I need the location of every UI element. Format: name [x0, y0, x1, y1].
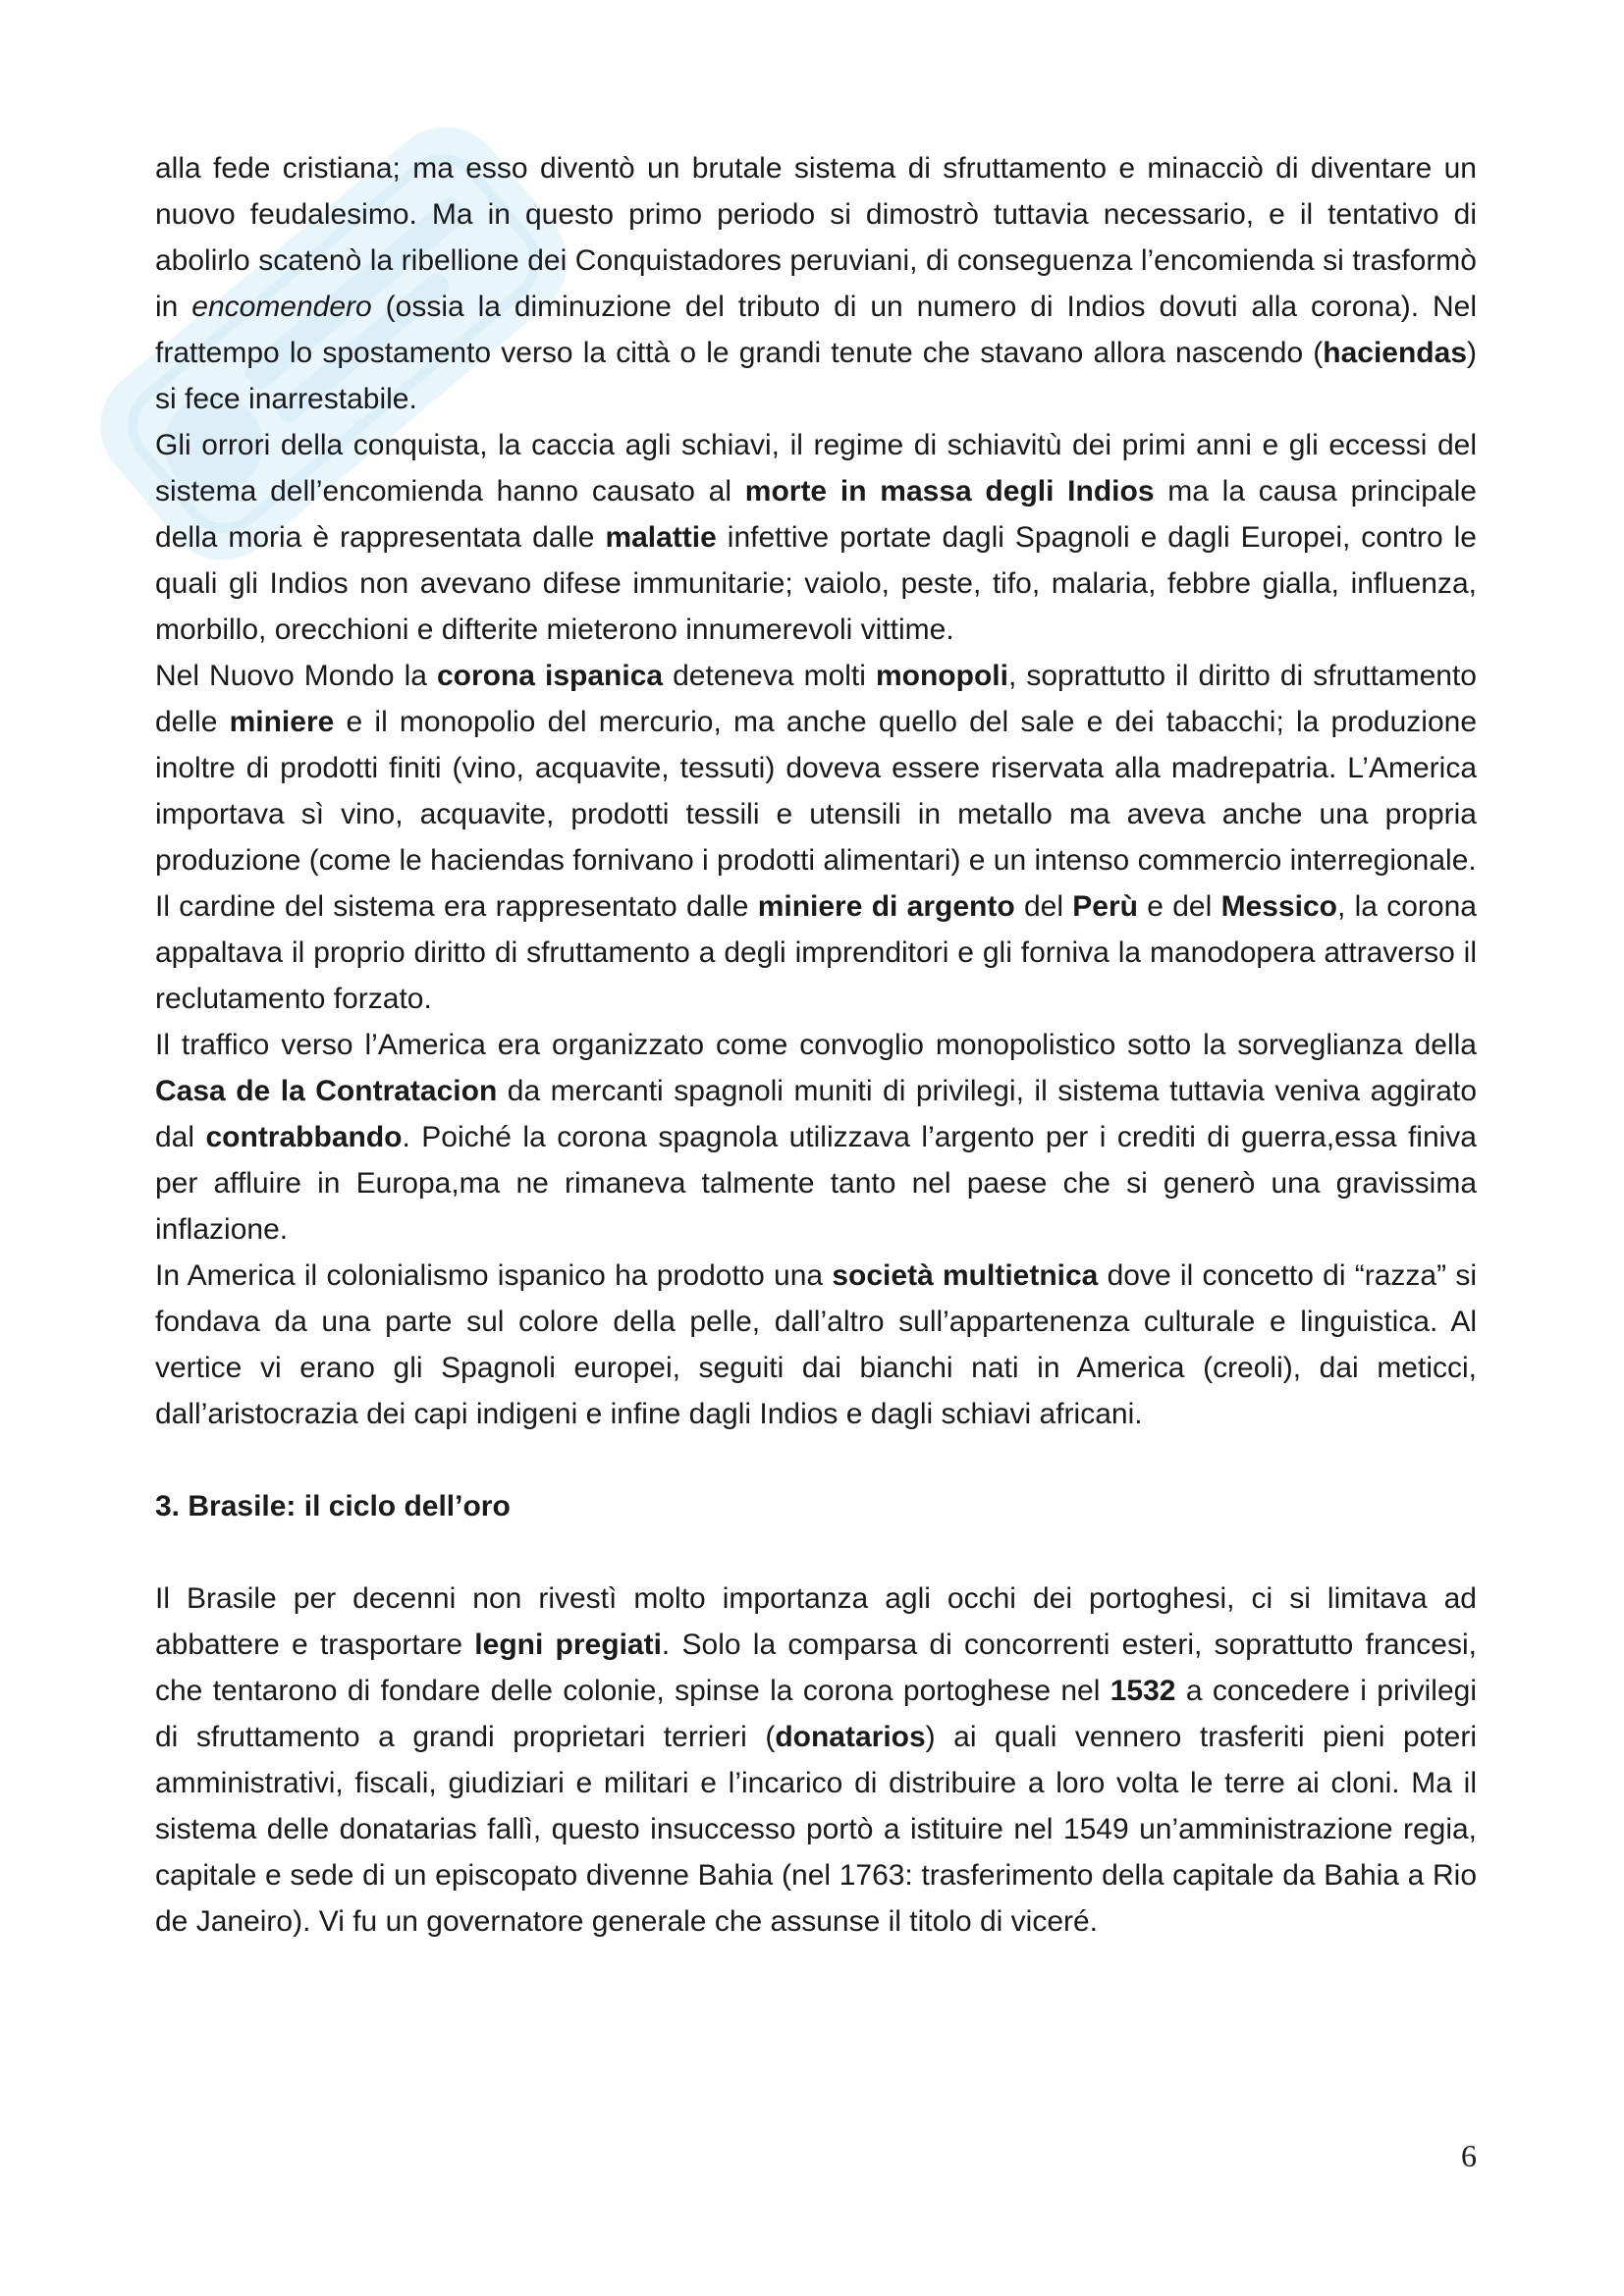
- bold-term: malattie: [605, 521, 717, 554]
- document-body: [155, 145, 1477, 1945]
- bold-term: Casa de la Contratacion: [155, 1075, 498, 1107]
- page-number: 6: [1461, 2138, 1477, 2173]
- text-run: . Solo la comparsa di concorrenti esteri, soprattutto francesi, che tentarono di fondare delle colonie, spinse la corona portoghese nel: [155, 1629, 1477, 1707]
- text-run: e il monopolio del mercurio, ma anche quello del sale e dei tabacchi; la produzione inoltre di prodotti finiti (vino, acquavite, tessuti) doveva essere riservata alla madrepatria. L’America importava sì vino, acquavite, prodotti tessili e utensili in metallo ma aveva anche una propria produzione (come le haciendas fornivano i prodotti alimentari) e un intenso commercio interregionale.: [155, 706, 1477, 877]
- text-run: Il traffico verso l’America era organizzato come convoglio monopolistico sotto la sorveglianza della: [155, 1029, 1477, 1061]
- paragraph-encomienda: [155, 145, 1477, 422]
- paragraph-traffico: [155, 1022, 1477, 1253]
- paragraph-conquista: [155, 422, 1477, 653]
- text-run: deteneva molti: [663, 660, 876, 692]
- text-run: . Poiché la corona spagnola utilizzava l’argento per i crediti di guerra,essa finiva per affluire in Europa,ma ne rimaneva talmente tanto nel paese che si generò una gravissima inflazione.: [155, 1121, 1477, 1246]
- text-run: Gli orrori della conquista, la caccia agli schiavi, il regime di schiavitù dei primi anni e gli eccessi del sistema dell’encomienda hanno causato al: [155, 429, 1477, 507]
- bold-term: miniere di argento: [757, 890, 1015, 923]
- bold-term: Messico: [1220, 890, 1337, 923]
- text-run: Nel Nuovo Mondo la: [155, 660, 437, 692]
- paragraph-societa: [155, 1253, 1477, 1437]
- bold-term: società multietnica: [832, 1259, 1099, 1292]
- bold-term: donatarios: [775, 1721, 926, 1753]
- text-run: dove il concetto di “razza” si fondava da una parte sul colore della pelle, dall’altro sull’appartenenza culturale e linguistica. Al vertice vi erano gli Spagnoli europei, seguiti dai bianchi nati in America (creoli), dai meticci, dall’aristocrazia dei capi indigeni e infine dagli Indios e dagli schiavi africani.: [155, 1259, 1478, 1430]
- italic-term: encomendero: [191, 291, 372, 323]
- bold-term: contrabbando: [205, 1121, 403, 1153]
- text-run: alla fede cristiana; ma esso diventò un brutale sistema di sfruttamento e minacciò di diventare un nuovo feudalesimo. Ma in questo primo periodo si dimostrò tuttavia necessario, e il tentativo di abolirlo scatenò la ribellione dei Conquistadores peruviani, di conseguenza l’encomienda si trasformò in: [155, 152, 1477, 323]
- text-run: infettive portate dagli Spagnoli e dagli Europei, contro le quali gli Indios non avevano difese immunitarie; vaiolo, peste, tifo, malaria, febbre gialla, influenza, morbillo, orecchioni e difterite mieterono innumerevoli vittime.: [155, 521, 1477, 646]
- bold-term: haciendas: [1323, 337, 1467, 369]
- paragraph-miniere: [155, 883, 1477, 1022]
- paragraph-monopoli: [155, 653, 1477, 883]
- text-run: da mercanti spagnoli muniti di privilegi, il sistema tuttavia veniva aggirato dal: [155, 1075, 1477, 1153]
- section-heading: 3. Brasile: il ciclo dell’oro: [155, 1490, 511, 1522]
- text-run: , soprattutto il diritto di sfruttamento delle: [155, 660, 1477, 738]
- bold-term: miniere: [229, 706, 335, 738]
- text-run: Il Brasile per decenni non rivestì molto importanza agli occhi dei portoghesi, ci si limitava ad abbattere e trasportare: [155, 1582, 1477, 1661]
- bold-term: 1532: [1110, 1675, 1176, 1707]
- text-run: ma la causa principale della moria è rappresentata dalle: [155, 475, 1477, 554]
- text-run: e del: [1137, 890, 1221, 923]
- text-run: ) ai quali vennero trasferiti pieni poteri amministrativi, fiscali, giudiziari e militari e l’incarico di distribuire a loro volta le terre ai cloni. Ma il sistema delle donatarias fallì, questo insuccesso portò a istituire nel 1549 un’amministrazione regia, capitale e sede di un episcopato divenne Bahia (nel 1763: trasferimento della capitale da Bahia a Rio de Janeiro). Vi fu un governatore generale che assunse il titolo di viceré.: [155, 1721, 1478, 1938]
- text-run: In America il colonialismo ispanico ha prodotto una: [155, 1259, 833, 1292]
- paragraph-brasile: [155, 1575, 1477, 1945]
- text-run: (ossia la diminuzione del tributo di un numero di Indios dovuti alla corona). Nel frattempo lo spostamento verso la città o le grandi tenute che stavano allora nascendo (: [155, 291, 1478, 369]
- text-run: ) si fece inarrestabile.: [155, 337, 1477, 415]
- text-run: a concedere i privilegi di sfruttamento a grandi proprietari terrieri (: [155, 1675, 1478, 1753]
- bold-term: corona ispanica: [436, 660, 664, 692]
- text-run: del: [1014, 890, 1073, 923]
- bold-term: morte in massa degli Indios: [744, 475, 1155, 507]
- bold-term: Perù: [1072, 890, 1138, 923]
- bold-term: legni pregiati: [474, 1629, 662, 1661]
- text-run: , la corona appaltava il proprio diritto di sfruttamento a degli imprenditori e gli forniva la manodopera attraverso il reclutamento forzato.: [155, 890, 1477, 1015]
- text-run: Il cardine del sistema era rappresentato dalle: [155, 890, 758, 923]
- bold-term: monopoli: [875, 660, 1008, 692]
